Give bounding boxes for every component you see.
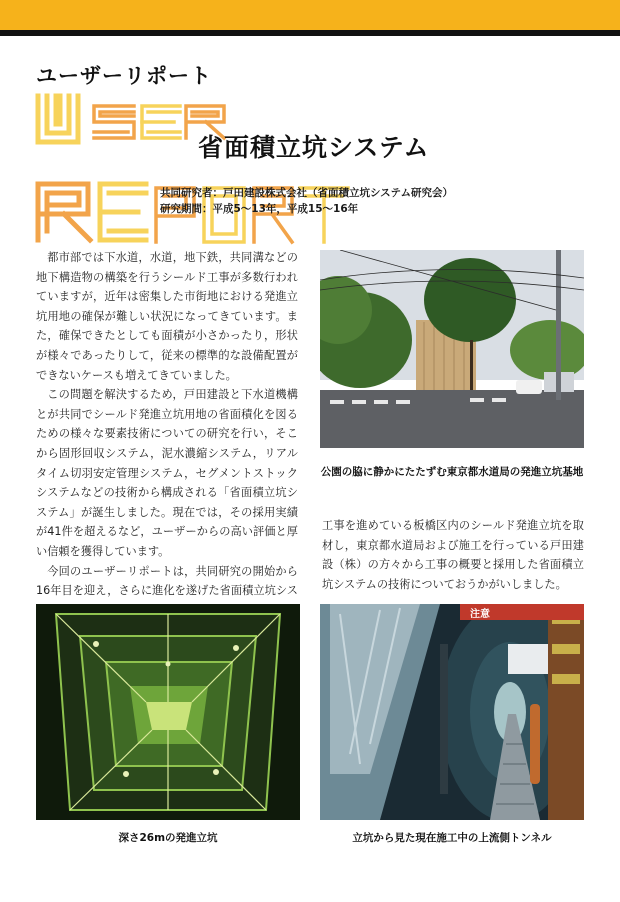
- caption-shaft: 深さ26mの発進立坑: [118, 832, 218, 844]
- article-body-right: [322, 516, 584, 594]
- photo-launch-shaft: [36, 604, 300, 820]
- photo-upstream-tunnel: [320, 604, 584, 820]
- caption-tunnel: 立坑から見た現在施工中の上流側トンネル: [352, 832, 552, 844]
- caption-street: 公園の脇に静かにたたずむ東京都水道局の発進立坑基地: [320, 466, 584, 478]
- article-body-left: [36, 248, 298, 640]
- credit-line-period: 研究期間：平成5〜13年，平成15〜16年: [160, 203, 359, 215]
- series-title: ユーザーリポート: [36, 63, 212, 88]
- credit-line-researchers: 共同研究者：戸田建設株式会社（省面積立坑システム研究会）: [160, 187, 453, 199]
- article-credits: [160, 185, 453, 217]
- tunnel-warning-sign: 注意: [470, 609, 490, 620]
- paragraph: 工事を進めている板橋区内のシールド発進立坑を取材し，東京都水道局および施工を行っている戸田建設（株）の方々から工事の概要と採用した省面積立坑システムの技術についておうかがいしました。: [322, 519, 584, 591]
- photo-shaft-base-street: [320, 250, 584, 448]
- paragraph: 都市部では下水道，水道，地下鉄，共同溝などの地下構造物の構築を行うシールド工事が多数行われていますが，近年は密集した市街地における発進立坑用地の確保が難しい状況になってきています。また，確保できたとしても面積が小さかったり，形状が様々であったりして，従来の標準的な設備配置ができないケースも増えてきていました。: [36, 251, 298, 382]
- article-title: 省面積立坑システム: [198, 133, 430, 162]
- paragraph: 今回のユーザーリポートは，共同研究の開始から16年目を迎え，さらに進化を遂げた省面積立坑シス: [36, 564, 298, 598]
- user-report-decoration: [34, 92, 354, 252]
- header-rule: [0, 30, 620, 36]
- paragraph: この問題を解決するため，戸田建設と下水道機構とが共同でシールド発進立坑用地の省面積化を図るための様々な要素技術についての研究を行い，そこから固形回収システム，泥水濃縮システム，リアルタイム切羽安定管理システム，セグメントストックシステムなどの技術から構成される「省面積立坑システム」が誕生しました。現在では，その採用実績が41件を超えるなど，ユーザーからの高い評価と厚い信頼を獲得しています。: [36, 388, 298, 558]
- header-accent-band: [0, 0, 620, 30]
